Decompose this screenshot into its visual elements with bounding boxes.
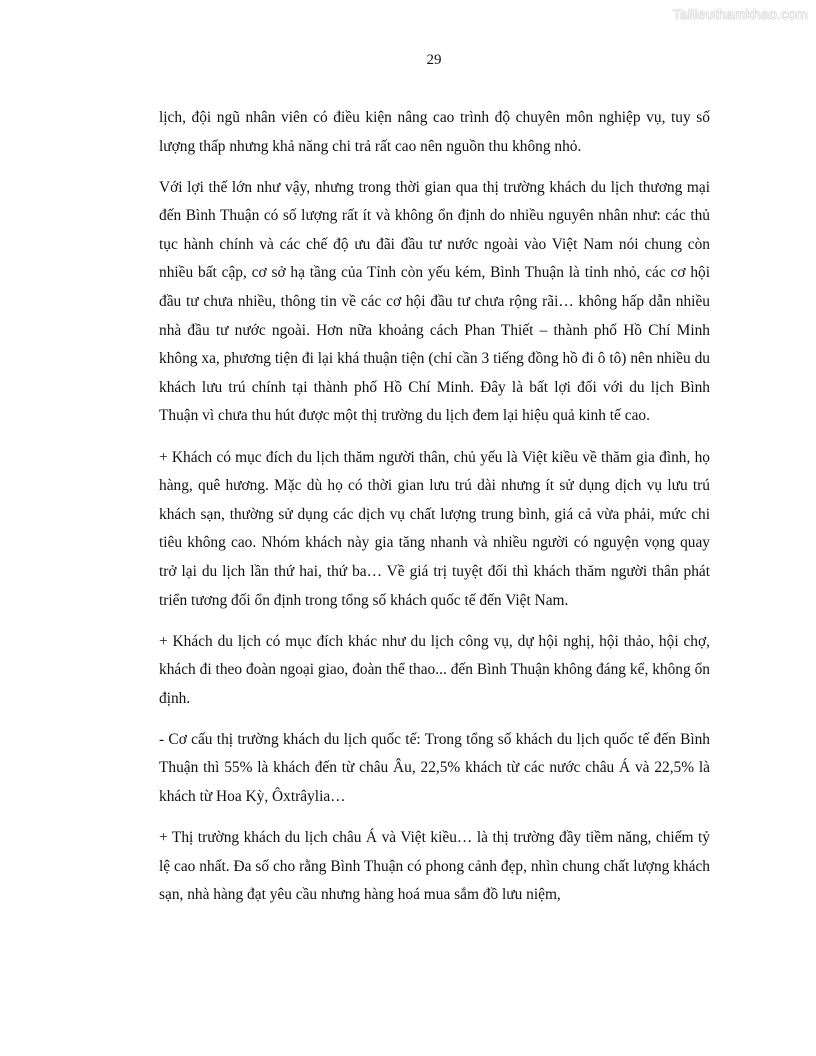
paragraph-other-purposes: + Khách du lịch có mục đích khác như du lịch công vụ, dự hội nghị, hội thảo, hội chợ, khách đi theo đoàn ngoại giao, đoàn thể thao... đến Bình Thuận không đáng kể, không ổn định. — [159, 632, 710, 707]
paragraph-visiting-relatives: + Khách có mục đích du lịch thăm người thân, chủ yếu là Việt kiều về thăm gia đình, họ hàng, quê hương. Mặc dù họ có thời gian lưu trú dài nhưng ít sử dụng dịch vụ lưu trú khách sạn, thường sử dụng các dịch vụ chất lượng trung bình, giá cả vừa phải, mức chi tiêu không cao. Nhóm khách này gia tăng nhanh và nhiều người có nguyện vọng quay trở lại du lịch lần thứ hai, thứ ba… Về giá trị tuyệt đối thì khách thăm người thân phát triển tương đối ổn định trong tổng số khách quốc tế đến Việt Nam. — [159, 448, 710, 609]
page-number: 29 — [426, 52, 442, 68]
document-body — [159, 104, 710, 922]
paragraph-asia-market: + Thị trường khách du lịch châu Á và Việt kiều… là thị trường đầy tiềm năng, chiếm tỷ lệ cao nhất. Đa số cho rằng Bình Thuận có phong cảnh đẹp, nhìn chung chất lượng khách sạn, nhà hàng đạt yêu cầu nhưng hàng hoá mua sắm đồ lưu niệm, — [159, 829, 710, 904]
paragraph-business-market: Với lợi thế lớn như vậy, nhưng trong thời gian qua thị trường khách du lịch thương mại đến Bình Thuận có số lượng rất ít và không ổn định do nhiều nguyên nhân như: các thủ tục hành chính và các chế độ ưu đãi đầu tư nước ngoài vào Việt Nam nói chung còn nhiều bất cập, cơ sở hạ tầng của Tỉnh còn yếu kém, Bình Thuận là tỉnh nhỏ, các cơ hội đầu tư chưa nhiều, thông tin về các cơ hội đầu tư chưa rộng rãi… không hấp dẫn nhiều nhà đầu tư nước ngoài. Hơn nữa khoảng cách Phan Thiết – thành phố Hồ Chí Minh không xa, phương tiện đi lại khá thuận tiện (chỉ cần 3 tiếng đồng hồ đi ô tô) nên nhiều du khách lưu trú chính tại thành phố Hồ Chí Minh. Đây là bất lợi đối với du lịch Bình Thuận vì chưa thu hút được một thị trường du lịch đem lại hiệu quả kinh tế cao. — [159, 178, 710, 425]
watermark: Tailieuthamkhao.com — [672, 6, 808, 22]
paragraph-continuation: lịch, đội ngũ nhân viên có điều kiện nâng cao trình độ chuyên môn nghiệp vụ, tuy số lượng thấp nhưng khả năng chi trả rất cao nên nguồn thu không nhỏ. — [159, 109, 710, 155]
paragraph-market-structure: - Cơ cấu thị trường khách du lịch quốc tế: Trong tổng số khách du lịch quốc tế đến Bình Thuận thì 55% là khách đến từ châu Âu, 22,5% khách từ các nước châu Á và 22,5% là khách từ Hoa Kỳ, Ôxtrâylia… — [159, 730, 710, 806]
